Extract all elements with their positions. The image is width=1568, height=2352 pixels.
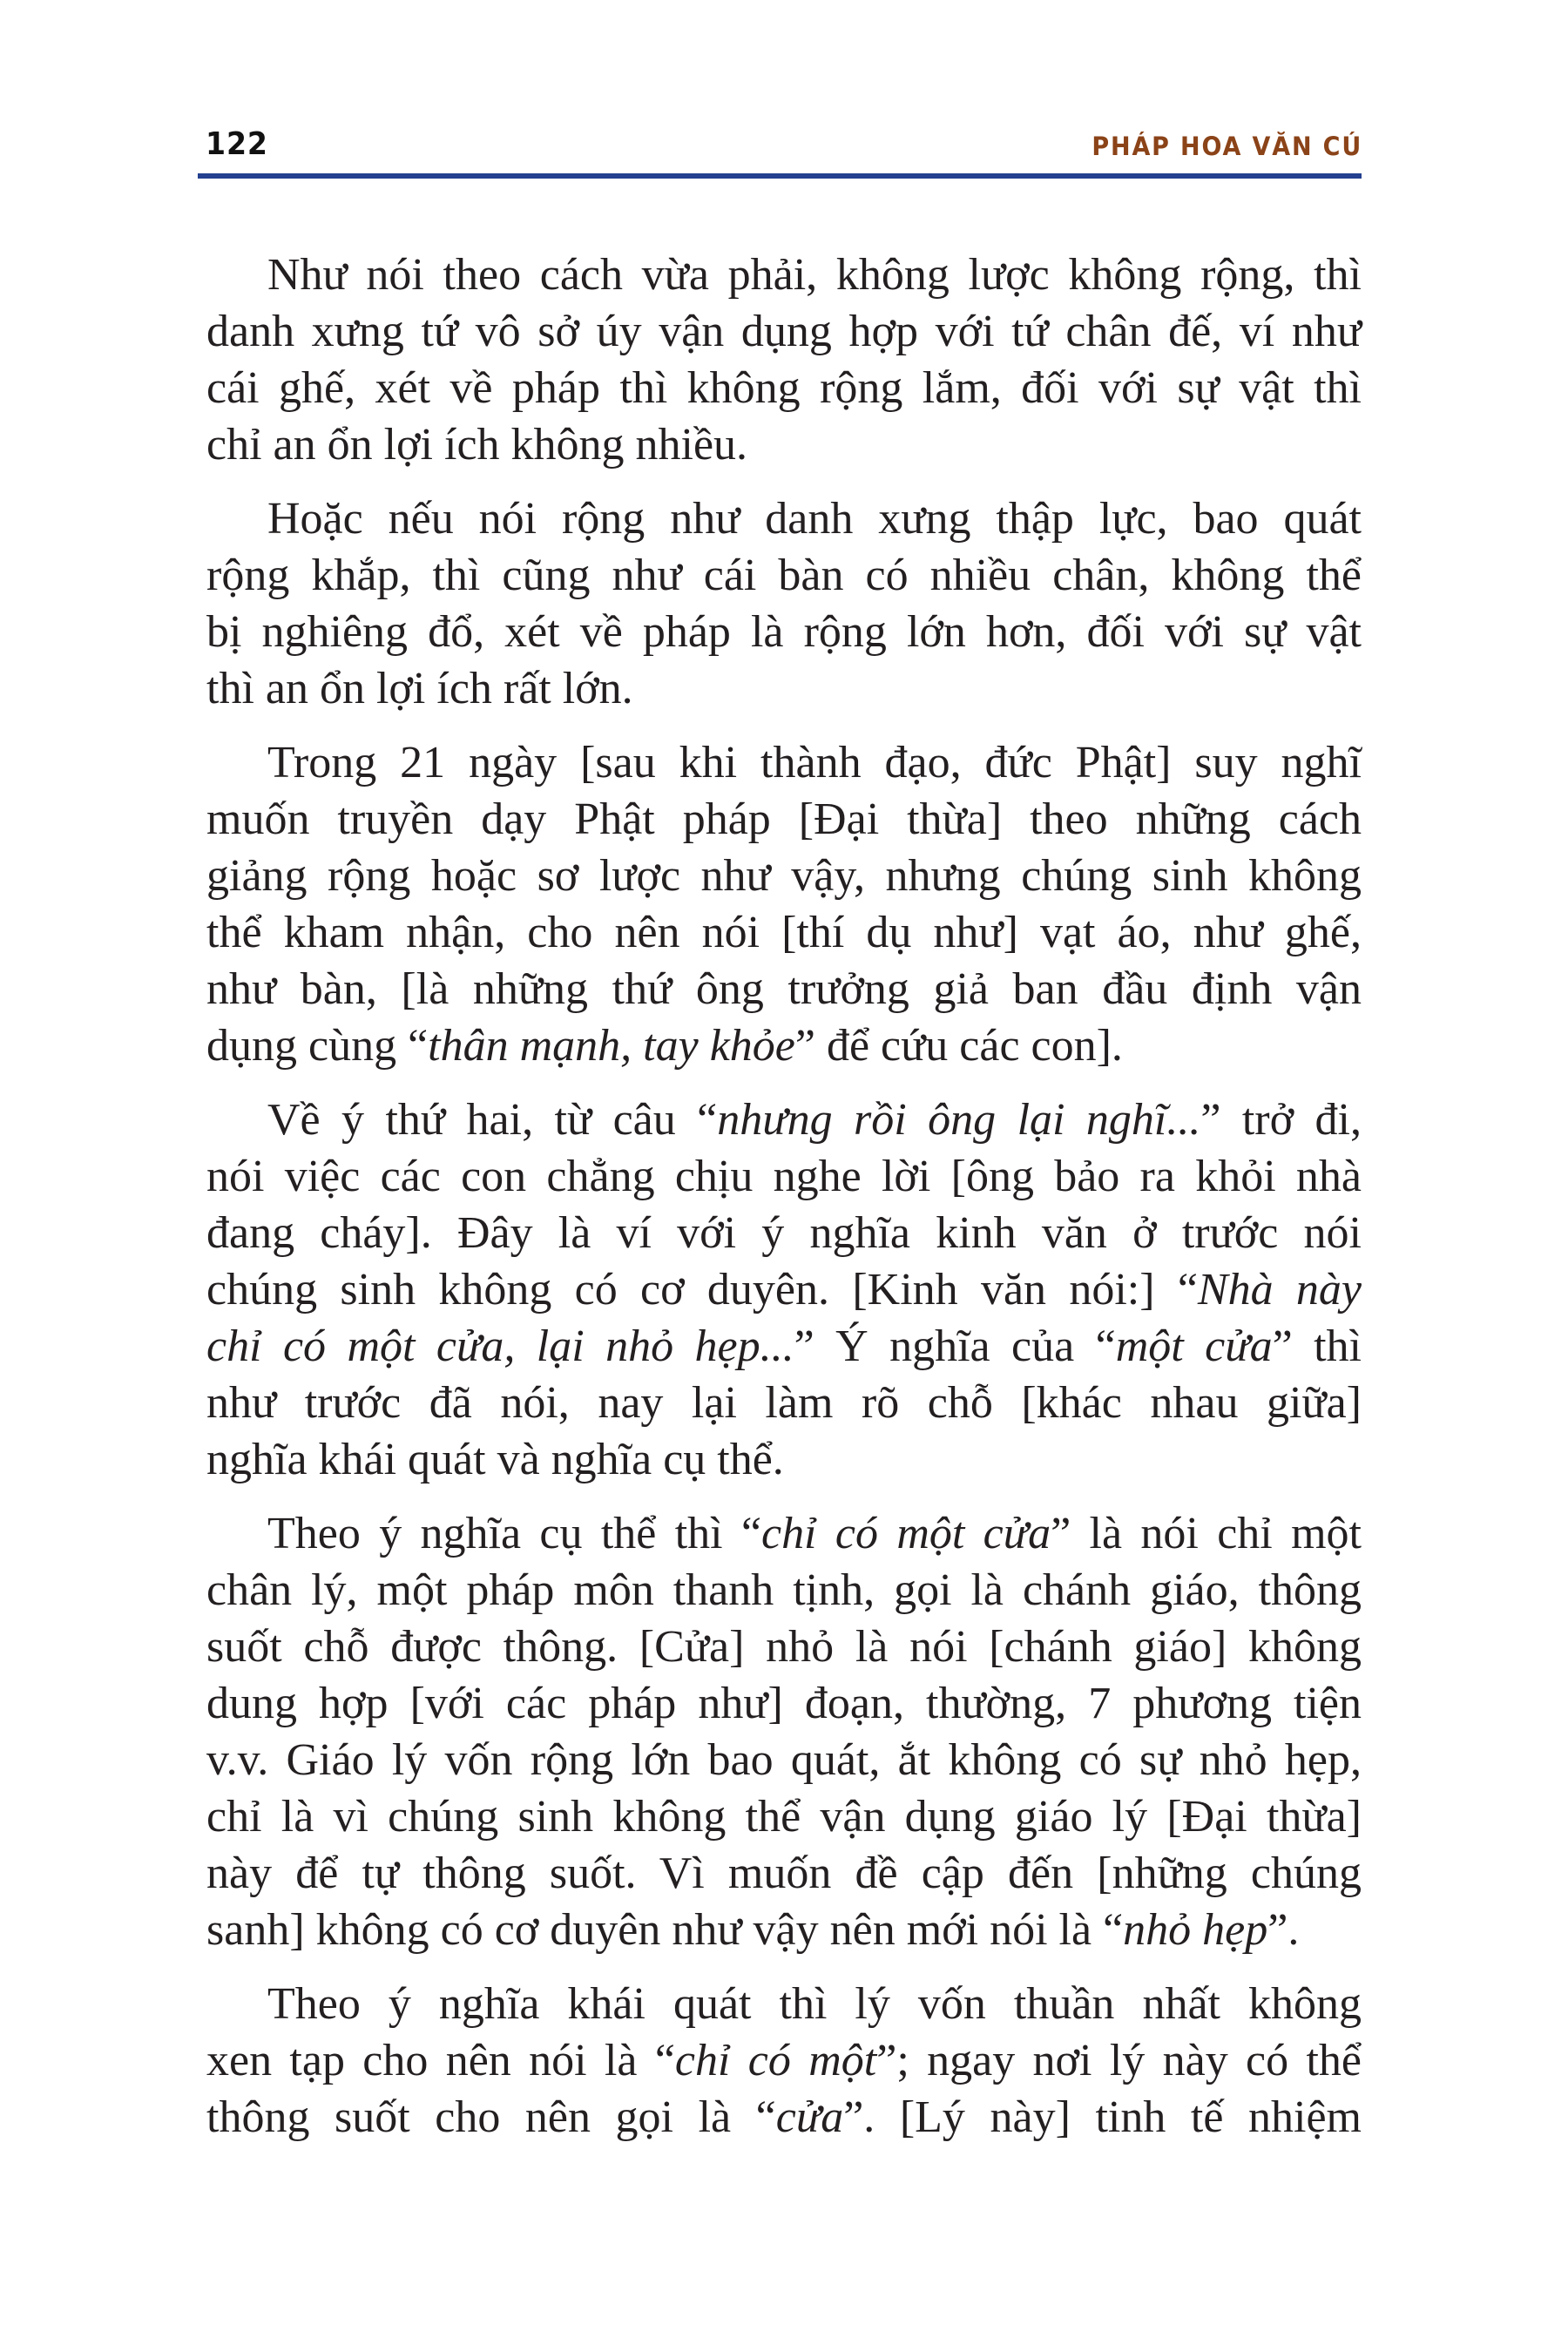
text-run: ” Ý nghĩa của “ <box>794 1321 1116 1371</box>
text-run: như bàn, [là những thứ ông trưởng giả ban đầu định vận <box>206 964 1362 1014</box>
text-run: suốt chỗ được thông. [Cửa] nhỏ là nói [chánh giáo] không <box>206 1622 1362 1672</box>
text-run: Về ý thứ hai, từ câu “ <box>267 1095 718 1145</box>
running-header <box>206 125 1362 164</box>
text-run: nghĩa khái quát và nghĩa cụ thể. <box>206 1435 784 1484</box>
text-run: chân lý, một pháp môn thanh tịnh, gọi là chánh giáo, thông <box>206 1565 1362 1615</box>
text-line <box>206 1431 1362 1488</box>
text-line <box>206 848 1362 904</box>
text-line <box>206 1017 1362 1074</box>
text-run: thì an ổn lợi ích rất lớn. <box>206 664 633 713</box>
text-run: rộng khắp, thì cũng như cái bàn có nhiều chân, không thể <box>206 551 1362 600</box>
text-run: thông suốt cho nên gọi là “ <box>206 2092 776 2142</box>
text-run: bị nghiêng đổ, xét về pháp là rộng lớn hơn, đối với sự vật <box>206 607 1362 657</box>
text-line <box>206 416 1362 473</box>
page-number: 122 <box>206 126 268 162</box>
text-line <box>206 1148 1362 1205</box>
text-run: ” thì <box>1272 1321 1362 1371</box>
italic-quote: thân mạnh, tay khỏe <box>428 1021 795 1071</box>
paragraph <box>206 1976 1362 2146</box>
text-line <box>206 1845 1362 1902</box>
text-run: dụng cùng “ <box>206 1021 429 1071</box>
italic-quote: một cửa <box>1115 1321 1273 1371</box>
text-run: như trước đã nói, nay lại làm rõ chỗ [khác nhau giữa] <box>206 1378 1362 1428</box>
text-run: ”; ngay nơi lý này có thể <box>876 2036 1362 2085</box>
italic-quote: nhưng rồi ông lại nghĩ... <box>717 1095 1201 1145</box>
text-line <box>206 1375 1362 1431</box>
text-run: giảng rộng hoặc sơ lược như vậy, nhưng chúng sinh không <box>206 851 1362 901</box>
text-run: chúng sinh không có cơ duyên. [Kinh văn nói:] “ <box>206 1265 1198 1315</box>
text-line <box>206 1732 1362 1788</box>
text-run: ”. [Lý này] tinh tế nhiệm <box>843 2092 1362 2142</box>
text-run: ” là nói chỉ một <box>1051 1509 1362 1558</box>
text-run: Trong 21 ngày [sau khi thành đạo, đức Phật] suy nghĩ <box>267 738 1362 787</box>
header-rule-divider <box>198 173 1362 179</box>
paragraph <box>206 490 1362 717</box>
text-run: danh xưng tứ vô sở úy vận dụng hợp với tứ chân đế, ví như <box>206 307 1362 356</box>
text-run: v.v. Giáo lý vốn rộng lớn bao quát, ắt không có sự nhỏ hẹp, <box>206 1735 1362 1785</box>
text-line <box>206 303 1362 360</box>
text-line <box>206 360 1362 416</box>
paragraph <box>206 1092 1362 1488</box>
italic-quote: chỉ có một cửa, lại nhỏ hẹp... <box>206 1321 794 1371</box>
italic-quote: cửa <box>775 2092 844 2142</box>
italic-quote: chỉ có một cửa <box>761 1509 1051 1558</box>
text-run: dung hợp [với các pháp như] đoạn, thường, 7 phương tiện <box>206 1679 1362 1728</box>
text-line <box>206 660 1362 717</box>
italic-quote: nhỏ hẹp <box>1123 1905 1268 1955</box>
text-line <box>206 1619 1362 1675</box>
text-line <box>206 547 1362 604</box>
text-line <box>206 604 1362 660</box>
text-run: thể kham nhận, cho nên nói [thí dụ như] vạt áo, như ghế, <box>206 908 1362 957</box>
text-line <box>206 1261 1362 1318</box>
text-run: Như nói theo cách vừa phải, không lược không rộng, thì <box>267 250 1362 300</box>
text-line <box>206 2089 1362 2146</box>
paragraph <box>206 247 1362 473</box>
text-line <box>206 1902 1362 1958</box>
paragraph <box>206 1505 1362 1958</box>
text-run: này để tự thông suốt. Vì muốn đề cập đến [những chúng <box>206 1848 1362 1898</box>
text-line <box>206 1092 1362 1148</box>
text-line <box>206 791 1362 848</box>
text-line <box>206 490 1362 547</box>
text-line <box>206 904 1362 961</box>
text-run: Theo ý nghĩa cụ thể thì “ <box>267 1509 762 1558</box>
text-run: chỉ là vì chúng sinh không thể vận dụng giáo lý [Đại thừa] <box>206 1792 1362 1842</box>
text-run: ” trở đi, <box>1200 1095 1362 1145</box>
body-text <box>206 247 1362 2163</box>
italic-quote: chỉ có một <box>674 2036 877 2085</box>
text-run: sanh] không có cơ duyên như vậy nên mới nói là “ <box>206 1905 1124 1955</box>
text-run: Theo ý nghĩa khái quát thì lý vốn thuần nhất không <box>267 1979 1362 2029</box>
text-line <box>206 2032 1362 2089</box>
text-line <box>206 1976 1362 2032</box>
text-run: cái ghế, xét về pháp thì không rộng lắm, đối với sự vật thì <box>206 363 1362 413</box>
text-run: muốn truyền dạy Phật pháp [Đại thừa] theo những cách <box>206 794 1362 844</box>
text-run: nói việc các con chẳng chịu nghe lời [ông bảo ra khỏi nhà <box>206 1152 1362 1201</box>
text-run: xen tạp cho nên nói là “ <box>206 2036 675 2085</box>
text-run: ” để cứu các con]. <box>794 1021 1123 1071</box>
paragraph <box>206 734 1362 1074</box>
text-line <box>206 734 1362 791</box>
text-line <box>206 1505 1362 1562</box>
text-line <box>206 961 1362 1017</box>
text-line <box>206 1205 1362 1261</box>
book-title: PHÁP HOA VĂN CÚ <box>1092 132 1362 161</box>
text-line <box>206 1788 1362 1845</box>
text-line <box>206 1675 1362 1732</box>
text-run: Hoặc nếu nói rộng như danh xưng thập lực, bao quát <box>267 494 1362 544</box>
text-run: chỉ an ổn lợi ích không nhiều. <box>206 420 748 470</box>
text-line <box>206 247 1362 303</box>
text-run: ”. <box>1267 1905 1300 1955</box>
text-line <box>206 1562 1362 1619</box>
text-line <box>206 1318 1362 1375</box>
text-run: đang cháy]. Đây là ví với ý nghĩa kinh văn ở trước nói <box>206 1208 1362 1258</box>
italic-quote: Nhà này <box>1197 1265 1362 1315</box>
